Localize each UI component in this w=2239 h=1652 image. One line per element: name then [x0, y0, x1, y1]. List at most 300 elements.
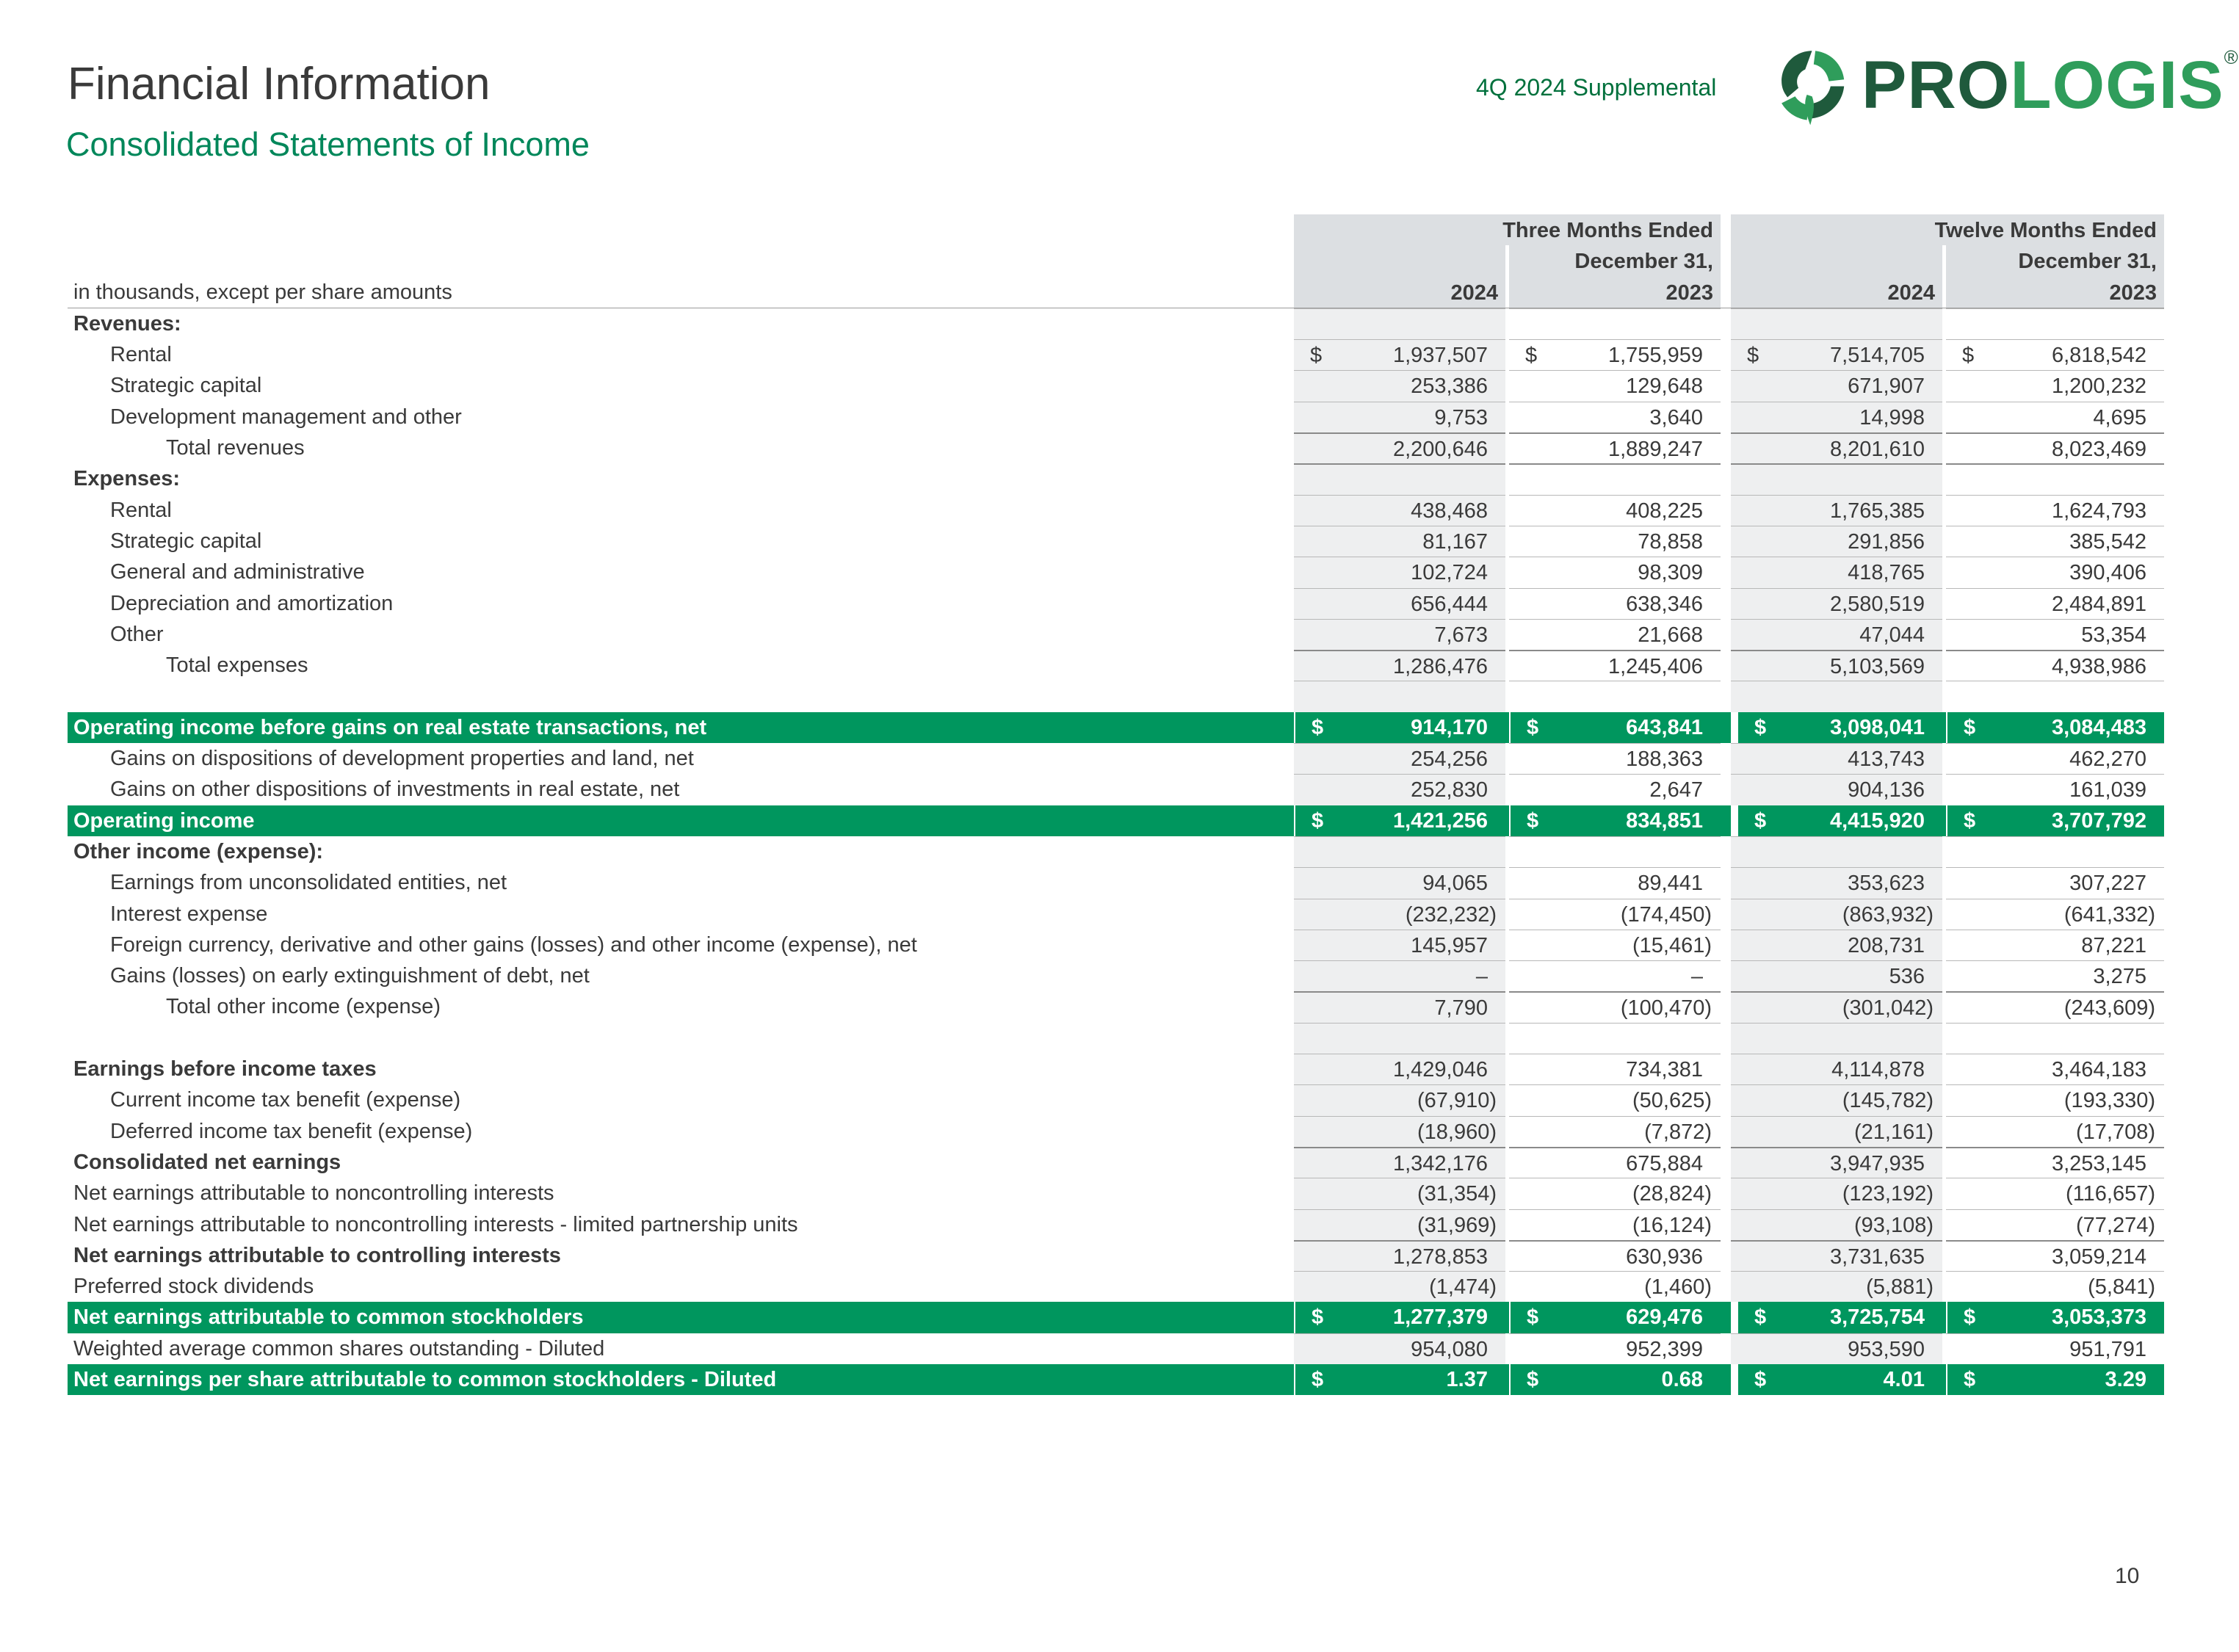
value-cell — [1946, 619, 2164, 650]
page-subtitle: Consolidated Statements of Income — [66, 126, 590, 163]
cell-value: 1,755,959 — [1607, 344, 1703, 368]
subheader-three-months-date: December 31, — [1509, 245, 1721, 276]
value-cell — [1509, 836, 1721, 867]
row-label — [68, 1023, 1288, 1054]
currency-symbol: $ — [1312, 1305, 1324, 1330]
value-cell — [1946, 588, 2164, 619]
table-row — [68, 1147, 2164, 1178]
value-cell — [1731, 370, 1942, 401]
cell-value: 102,724 — [1411, 561, 1488, 585]
value-cell — [1509, 681, 1721, 711]
value-cell — [1946, 1271, 2164, 1302]
cell-value: (145,782) — [1842, 1089, 1934, 1113]
value-cell — [1294, 805, 1505, 836]
subheader-blank — [1731, 245, 1942, 276]
value-cell — [1731, 339, 1942, 370]
cell-value: (16,124) — [1632, 1213, 1712, 1237]
cell-value: 3,731,635 — [1829, 1245, 1925, 1269]
cell-value: (116,657) — [2066, 1182, 2155, 1206]
cell-value: 7,790 — [1434, 996, 1488, 1021]
value-cell — [1509, 557, 1721, 587]
row-label: Depreciation and amortization — [110, 591, 394, 615]
table-row — [68, 774, 2164, 805]
page-title: Financial Information — [68, 59, 491, 109]
cell-value: 4.01 — [1883, 1367, 1925, 1391]
cell-value: 208,731 — [1848, 933, 1925, 957]
value-cell — [1509, 1178, 1721, 1209]
value-cell — [1731, 1302, 1942, 1333]
row-label: Operating income before gains on real estate transactions, net — [73, 715, 707, 739]
row-label: Rental — [110, 343, 172, 367]
cell-value: 307,227 — [2069, 872, 2146, 896]
value-cell — [1731, 930, 1942, 960]
cell-value: (15,461) — [1632, 933, 1712, 957]
cell-value: 952,399 — [1626, 1337, 1703, 1361]
cell-value: 254,256 — [1411, 747, 1488, 772]
logo-trademark: ® — [2224, 46, 2239, 68]
cell-value: 3,725,754 — [1829, 1305, 1925, 1330]
value-cell — [1946, 1209, 2164, 1240]
value-cell — [1731, 836, 1942, 867]
table-row — [68, 991, 2164, 1022]
value-cell — [1509, 1054, 1721, 1084]
row-label: Expenses: — [73, 467, 181, 491]
value-cell — [1946, 899, 2164, 930]
cell-value: 2,200,646 — [1392, 438, 1488, 462]
cell-value: 1,200,232 — [2051, 374, 2146, 399]
value-cell — [1509, 930, 1721, 960]
cell-value: 3,253,145 — [2051, 1151, 2146, 1175]
value-cell — [1731, 1147, 1942, 1178]
cell-value: (31,354) — [1417, 1182, 1497, 1206]
value-cell — [1731, 1240, 1942, 1271]
value-cell — [1946, 930, 2164, 960]
value-cell — [1946, 495, 2164, 526]
value-cell — [1294, 960, 1505, 991]
cell-value: 390,406 — [2069, 561, 2146, 585]
value-cell — [1509, 495, 1721, 526]
currency-symbol: $ — [1754, 1367, 1767, 1391]
value-cell — [1294, 1147, 1505, 1178]
currency-symbol: $ — [1525, 344, 1538, 368]
cell-value: 3,640 — [1649, 405, 1703, 430]
table-group-header-row — [68, 214, 2164, 245]
row-label: Net earnings attributable to controlling interests — [73, 1243, 561, 1267]
currency-symbol: $ — [1964, 1305, 1976, 1330]
cell-value: 6,818,542 — [2051, 344, 2146, 368]
cell-value: (5,881) — [1866, 1275, 1934, 1300]
value-cell — [1294, 557, 1505, 587]
row-label: Gains (losses) on early extinguishment of debt, net — [110, 964, 590, 988]
value-cell — [1731, 1333, 1942, 1364]
value-cell — [1294, 991, 1505, 1022]
cell-value: 3,098,041 — [1829, 715, 1925, 739]
value-cell — [1294, 432, 1505, 463]
value-cell — [1509, 650, 1721, 681]
value-cell — [1731, 619, 1942, 650]
table-row — [68, 1084, 2164, 1115]
row-label: General and administrative — [110, 560, 365, 584]
value-cell — [1731, 402, 1942, 432]
value-cell — [1946, 867, 2164, 898]
logo-wordmark — [1862, 47, 2239, 125]
value-cell — [1731, 650, 1942, 681]
cell-value: 951,791 — [2069, 1337, 2146, 1361]
cell-value: 1,286,476 — [1392, 655, 1488, 679]
value-cell — [1731, 960, 1942, 991]
value-cell — [1946, 774, 2164, 805]
cell-value: 834,851 — [1626, 808, 1703, 833]
subheader-blank — [1294, 245, 1505, 276]
row-label: Consolidated net earnings — [73, 1150, 341, 1174]
cell-value: (21,161) — [1853, 1120, 1934, 1144]
cell-value: 385,542 — [2069, 529, 2146, 554]
table-row — [68, 960, 2164, 991]
currency-symbol: $ — [1527, 1367, 1539, 1391]
cell-value: 953,590 — [1848, 1337, 1925, 1361]
cell-value: 291,856 — [1848, 529, 1925, 554]
cell-value: 7,673 — [1434, 623, 1488, 647]
table-row — [68, 402, 2164, 432]
row-label: Net earnings attributable to noncontrolling interests — [73, 1181, 554, 1206]
table-row — [68, 681, 2164, 711]
cell-value: 89,441 — [1638, 872, 1703, 896]
currency-symbol: $ — [1964, 808, 1976, 833]
currency-symbol: $ — [1754, 808, 1767, 833]
value-cell — [1946, 650, 2164, 681]
value-cell — [1509, 1364, 1721, 1395]
value-cell — [1294, 681, 1505, 711]
logo-text-pro: PRO — [1862, 48, 2011, 123]
row-label: Interest expense — [110, 902, 268, 926]
currency-symbol: $ — [1754, 1305, 1767, 1330]
value-cell — [1731, 495, 1942, 526]
value-cell — [1509, 743, 1721, 774]
value-cell — [1509, 1147, 1721, 1178]
cell-value: (31,969) — [1417, 1213, 1497, 1237]
value-cell — [1946, 1023, 2164, 1054]
row-label: Net earnings per share attributable to common stockholders - Diluted — [73, 1367, 777, 1391]
cell-value: (7,872) — [1644, 1120, 1712, 1144]
value-cell — [1294, 836, 1505, 867]
currency-symbol: $ — [1964, 715, 1976, 739]
value-cell — [1509, 619, 1721, 650]
cell-value: 145,957 — [1411, 933, 1488, 957]
value-cell — [1731, 432, 1942, 463]
value-cell — [1946, 557, 2164, 587]
value-cell — [1294, 1116, 1505, 1147]
logo-text-logis: LOGIS — [2010, 48, 2224, 123]
cell-value: 413,743 — [1848, 747, 1925, 772]
value-cell — [1731, 1084, 1942, 1115]
row-label: Other — [110, 622, 164, 646]
cell-value: 252,830 — [1411, 778, 1488, 803]
page-number: 10 — [2115, 1564, 2140, 1588]
row-label: Operating income — [73, 808, 255, 833]
value-cell — [1294, 463, 1505, 494]
value-cell — [1294, 899, 1505, 930]
units-label: in thousands, except per share amounts — [73, 280, 452, 304]
cell-value: 643,841 — [1626, 715, 1703, 739]
highlight-row — [68, 805, 2164, 836]
cell-value: – — [1475, 965, 1488, 989]
table-row — [68, 339, 2164, 370]
table-row — [68, 1178, 2164, 1209]
row-label: Weighted average common shares outstanding - Diluted — [73, 1336, 605, 1361]
row-label: Net earnings attributable to noncontrolling interests - limited partnership units — [73, 1212, 798, 1236]
table-row — [68, 1209, 2164, 1240]
group-header-twelve-months: Twelve Months Ended — [1731, 214, 2164, 245]
subheader-twelve-months-date: December 31, — [1946, 245, 2164, 276]
value-cell — [1731, 1271, 1942, 1302]
row-label: Earnings before income taxes — [73, 1057, 377, 1082]
table-row — [68, 867, 2164, 898]
cell-value: 161,039 — [2069, 778, 2146, 803]
cell-value: (193,330) — [2063, 1089, 2155, 1113]
cell-value: 9,753 — [1434, 405, 1488, 430]
value-cell — [1946, 526, 2164, 557]
value-cell — [1946, 712, 2164, 743]
value-cell — [1946, 743, 2164, 774]
table-row — [68, 526, 2164, 557]
table-row — [68, 370, 2164, 401]
cell-value: (863,932) — [1842, 902, 1934, 927]
cell-value: (28,824) — [1632, 1182, 1712, 1206]
cell-value: 1,421,256 — [1392, 808, 1488, 833]
cell-value: 954,080 — [1411, 1337, 1488, 1361]
row-label: Total revenues — [166, 436, 305, 460]
row-label: Foreign currency, derivative and other gains (losses) and other income (expense), net — [110, 932, 917, 957]
cell-value: 2,484,891 — [2051, 592, 2146, 616]
value-cell — [1294, 370, 1505, 401]
value-cell — [1509, 588, 1721, 619]
year-header: 2023 — [1946, 277, 2164, 308]
value-cell — [1731, 557, 1942, 587]
currency-symbol: $ — [1527, 1305, 1539, 1330]
cell-value: 1,937,507 — [1392, 344, 1488, 368]
value-cell — [1946, 308, 2164, 339]
value-cell — [1294, 619, 1505, 650]
cell-value: 1,765,385 — [1829, 499, 1925, 523]
cell-value: 3,059,214 — [2051, 1245, 2146, 1269]
table-row — [68, 1054, 2164, 1084]
value-cell — [1946, 370, 2164, 401]
cell-value: 1,624,793 — [2051, 499, 2146, 523]
cell-value: 1,342,176 — [1392, 1151, 1488, 1175]
prologis-logo — [1770, 44, 2239, 132]
cell-value: 353,623 — [1848, 872, 1925, 896]
cell-value: 98,309 — [1638, 561, 1703, 585]
table-row — [68, 432, 2164, 463]
value-cell — [1731, 463, 1942, 494]
currency-symbol: $ — [1747, 344, 1759, 368]
value-cell — [1946, 681, 2164, 711]
value-cell — [1509, 370, 1721, 401]
cell-value: 3,464,183 — [2051, 1058, 2146, 1082]
value-cell — [1509, 402, 1721, 432]
cell-value: (100,470) — [1620, 996, 1712, 1021]
table-group-subheader-row — [68, 245, 2164, 276]
value-cell — [1946, 1178, 2164, 1209]
value-cell — [1294, 650, 1505, 681]
cell-value: 253,386 — [1411, 374, 1488, 399]
table-row — [68, 930, 2164, 960]
table-row — [68, 495, 2164, 526]
cell-value: (1,474) — [1429, 1275, 1497, 1300]
cell-value: 53,354 — [2081, 623, 2146, 647]
value-cell — [1509, 463, 1721, 494]
cell-value: 1,889,247 — [1607, 438, 1703, 462]
row-label: Revenues: — [73, 311, 181, 336]
value-cell — [1946, 1116, 2164, 1147]
value-cell — [1294, 1178, 1505, 1209]
value-cell — [1509, 867, 1721, 898]
cell-value: 630,936 — [1626, 1245, 1703, 1269]
value-cell — [1294, 1333, 1505, 1364]
value-cell — [1509, 960, 1721, 991]
cell-value: (18,960) — [1417, 1120, 1497, 1144]
currency-symbol: $ — [1754, 715, 1767, 739]
value-cell — [1946, 1302, 2164, 1333]
row-label: Preferred stock dividends — [73, 1275, 314, 1299]
cell-value: (123,192) — [1842, 1182, 1934, 1206]
cell-value: 629,476 — [1626, 1305, 1703, 1330]
value-cell — [1294, 308, 1505, 339]
value-cell — [1731, 743, 1942, 774]
cell-value: 1,429,046 — [1392, 1058, 1488, 1082]
value-cell — [1509, 1084, 1721, 1115]
row-label: Deferred income tax benefit (expense) — [110, 1119, 473, 1143]
cell-value: 408,225 — [1626, 499, 1703, 523]
value-cell — [1731, 1023, 1942, 1054]
table-row — [68, 1240, 2164, 1271]
cell-value: 656,444 — [1411, 592, 1488, 616]
value-cell — [1946, 991, 2164, 1022]
cell-value: (17,708) — [2075, 1120, 2155, 1144]
cell-value: 14,998 — [1859, 405, 1925, 430]
value-cell — [1509, 1240, 1721, 1271]
value-cell — [1731, 867, 1942, 898]
table-year-header-row — [68, 277, 2164, 308]
value-cell — [1731, 681, 1942, 711]
table-row — [68, 557, 2164, 587]
cell-value: 1,277,379 — [1392, 1305, 1488, 1330]
table-row — [68, 1116, 2164, 1147]
cell-value: 8,023,469 — [2051, 438, 2146, 462]
value-cell — [1731, 805, 1942, 836]
table-row — [68, 619, 2164, 650]
value-cell — [1946, 432, 2164, 463]
cell-value: 462,270 — [2069, 747, 2146, 772]
currency-symbol: $ — [1312, 715, 1324, 739]
value-cell — [1509, 1271, 1721, 1302]
cell-value: 4,114,878 — [1831, 1058, 1925, 1082]
currency-symbol: $ — [1964, 1367, 1976, 1391]
value-cell — [1294, 402, 1505, 432]
value-cell — [1946, 1364, 2164, 1395]
cell-value: 7,514,705 — [1829, 344, 1925, 368]
value-cell — [1294, 1240, 1505, 1271]
value-cell — [1294, 930, 1505, 960]
value-cell — [1731, 712, 1942, 743]
row-label: Strategic capital — [110, 374, 262, 398]
value-cell — [1294, 774, 1505, 805]
cell-value: 3,947,935 — [1829, 1151, 1925, 1175]
cell-value: 21,668 — [1638, 623, 1703, 647]
cell-value: 81,167 — [1422, 529, 1488, 554]
cell-value: 0.68 — [1661, 1367, 1703, 1391]
currency-symbol: $ — [1962, 344, 1975, 368]
cell-value: 3,084,483 — [2051, 715, 2146, 739]
value-cell — [1731, 1209, 1942, 1240]
table-row — [68, 463, 2164, 494]
currency-symbol: $ — [1312, 1367, 1324, 1391]
row-label: Net earnings attributable to common stockholders — [73, 1305, 584, 1330]
value-cell — [1509, 432, 1721, 463]
value-cell — [1294, 588, 1505, 619]
value-cell — [1509, 805, 1721, 836]
cell-value: 4,938,986 — [2051, 655, 2146, 679]
value-cell — [1294, 339, 1505, 370]
cell-value: (243,609) — [2063, 996, 2155, 1021]
value-cell — [1294, 1209, 1505, 1240]
value-cell — [1731, 774, 1942, 805]
value-cell — [1946, 805, 2164, 836]
row-label: Development management and other — [110, 405, 462, 429]
globe-leaf-icon — [1770, 44, 1854, 128]
year-header: 2023 — [1509, 277, 1721, 308]
value-cell — [1946, 402, 2164, 432]
value-cell — [1294, 1364, 1505, 1395]
value-cell — [1509, 1023, 1721, 1054]
value-cell — [1294, 526, 1505, 557]
cell-value: (67,910) — [1417, 1089, 1497, 1113]
row-label: Total expenses — [166, 653, 308, 678]
income-statement-table — [68, 214, 2164, 1395]
table-row — [68, 743, 2164, 774]
cell-value: (93,108) — [1853, 1213, 1934, 1237]
cell-value: 78,858 — [1638, 529, 1703, 554]
row-label — [68, 681, 1288, 711]
value-cell — [1731, 899, 1942, 930]
currency-symbol: $ — [1310, 344, 1323, 368]
cell-value: (5,841) — [2088, 1275, 2155, 1300]
cell-value: (641,332) — [2063, 902, 2155, 927]
cell-value: 734,381 — [1626, 1058, 1703, 1082]
value-cell — [1294, 712, 1505, 743]
value-cell — [1294, 743, 1505, 774]
currency-symbol: $ — [1312, 808, 1324, 833]
value-cell — [1509, 308, 1721, 339]
value-cell — [1294, 1054, 1505, 1084]
value-cell — [1509, 1333, 1721, 1364]
cell-value: (301,042) — [1842, 996, 1934, 1021]
value-cell — [1731, 588, 1942, 619]
value-cell — [1731, 526, 1942, 557]
value-cell — [1509, 991, 1721, 1022]
cell-value: 3.29 — [2105, 1367, 2146, 1391]
value-cell — [1946, 1147, 2164, 1178]
value-cell — [1946, 1054, 2164, 1084]
cell-value: (50,625) — [1632, 1089, 1712, 1113]
value-cell — [1294, 1271, 1505, 1302]
cell-value: 47,044 — [1859, 623, 1925, 647]
row-label: Gains on dispositions of development properties and land, net — [110, 747, 694, 771]
value-cell — [1509, 1209, 1721, 1240]
value-cell — [1946, 960, 2164, 991]
cell-value: 1.37 — [1446, 1367, 1488, 1391]
row-label: Earnings from unconsolidated entities, net — [110, 871, 507, 895]
